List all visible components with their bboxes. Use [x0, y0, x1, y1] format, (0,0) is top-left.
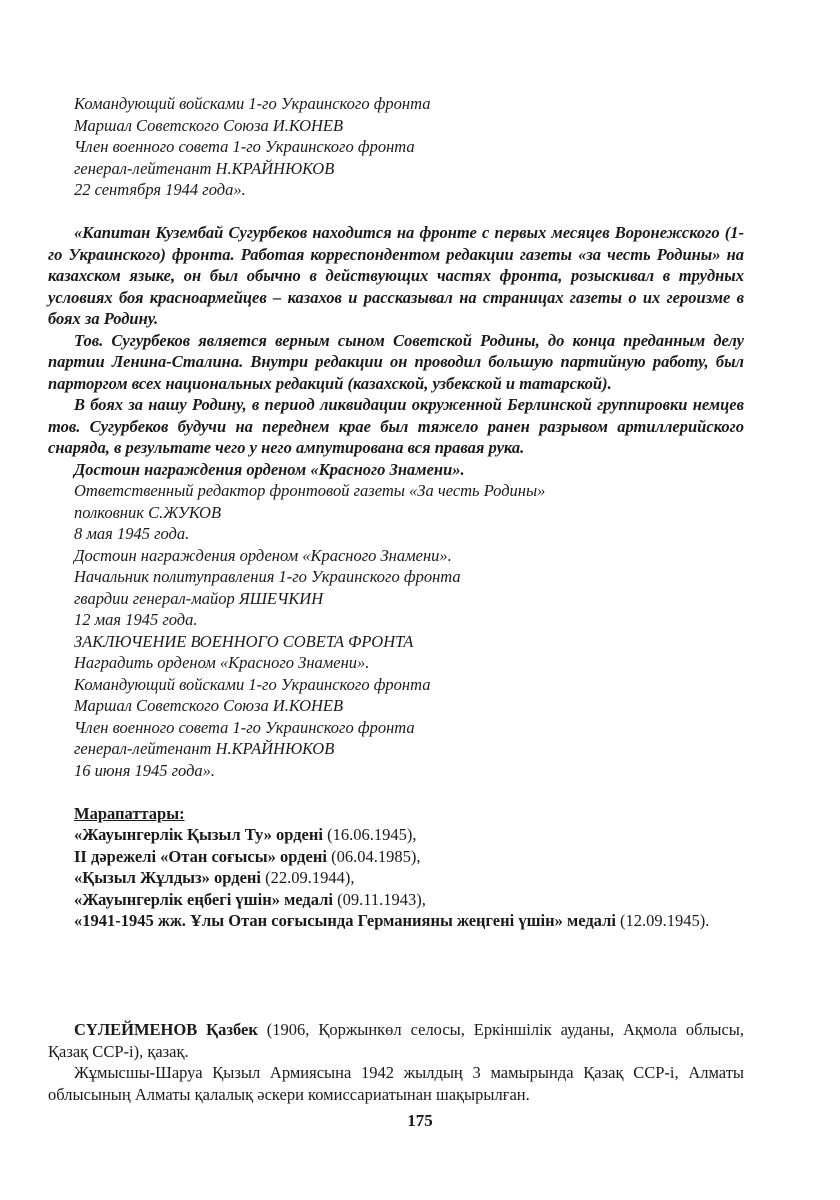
- biography-entry: [48, 1019, 744, 1105]
- award-name: «Жауынгерлік еңбегі үшін» медалі: [74, 889, 334, 909]
- entry-paragraph: Жұмысшы-Шаруа Қызыл Армиясына 1942 жылдың 3 мамырында Қазақ ССР-і, Алматы облысының Алматы қалалық әскери комиссариатынан шақырылған.: [48, 1063, 744, 1104]
- award-name: «1941-1945 жж. Ұлы Отан соғысында Германияны жеңгені үшін» медалі: [74, 911, 616, 930]
- award-date: (09.11.1943),: [333, 889, 426, 909]
- signature-line: гвардии генерал-майор ЯШЕЧКИН: [74, 588, 324, 608]
- signature-line: 12 мая 1945 года.: [74, 610, 198, 629]
- award-item: [48, 846, 744, 868]
- award-date: (22.09.1944),: [261, 868, 355, 887]
- signature-line: Наградить орденом «Красного Знамени».: [74, 653, 370, 672]
- entry-details: (1906, Қоржынкөл селосы, Еркіншілік ауданы, Ақмола облысы, Қазақ ССР-і), қазақ.: [48, 1020, 744, 1061]
- award-name: «Жауынгерлік Қызыл Ту» ордені: [74, 825, 323, 844]
- signature-line: генерал-лейтенант Н.КРАЙНЮКОВ: [74, 739, 335, 758]
- award-date: (06.04.1985),: [326, 846, 421, 866]
- entry-heading: [48, 1019, 744, 1062]
- signature-line: Член военного совета 1-го Украинского фронта: [74, 137, 415, 156]
- award-date: (12.09.1945).: [615, 911, 710, 930]
- award-name: «Қызыл Жұлдыз» ордені: [74, 868, 262, 887]
- entry-name: СҮЛЕЙМЕНОВ Қазбек: [74, 1020, 258, 1039]
- signature-line: 16 июня 1945 года».: [74, 760, 216, 780]
- award-name: II дәрежелі «Отан соғысы» ордені: [74, 846, 327, 866]
- signature-line: 8 мая 1945 года.: [74, 524, 190, 543]
- signature-line: Ответственный редактор фронтовой газеты «За честь Родины»: [74, 481, 546, 500]
- signature-line: Начальник политуправления 1-го Украинского фронта: [74, 567, 461, 586]
- award-item: [48, 889, 744, 911]
- signature-line: Достоин награждения орденом «Красного Знамени».: [74, 545, 452, 565]
- signature-line: Командующий войсками 1-го Украинского фронта: [74, 674, 431, 694]
- signature-line: 22 сентября 1944 года».: [74, 180, 246, 199]
- award-date: (16.06.1945),: [322, 825, 417, 844]
- signature-line: Член военного совета 1-го Украинского фронта: [74, 717, 415, 737]
- page-number: 175: [407, 1111, 433, 1130]
- signature-line: Командующий войсками 1-го Украинского фронта: [74, 94, 431, 113]
- signature-line: полковник С.ЖУКОВ: [74, 502, 222, 522]
- award-item: [48, 867, 744, 889]
- citation-paragraph: Достоин награждения орденом «Красного Знамени».: [74, 459, 465, 479]
- citation-paragraph: Тов. Сугурбеков является верным сыном Советской Родины, до конца преданным делу партии Ленина-Сталина. Внутри редакции он проводил большую партийную работу, был парторгом всех национальных редакций (казахской, узбекской и татарской).: [48, 330, 744, 393]
- signature-line: Маршал Советского Союза И.КОНЕВ: [74, 696, 344, 715]
- award-item: [48, 910, 744, 932]
- citation-paragraph: «Капитан Кузембай Сугурбеков находится на фронте с первых месяцев Воронежского (1-го Украинского) фронта. Работая корреспондентом редакции газеты «за честь Родины» на казахском языке, он был обычно в действующих частях фронта, розыскивал в трудных условиях боя красноармейцев – казахов и рассказывал на страницах газеты о их героизме в боях за Родину.: [48, 223, 744, 328]
- signature-line: ЗАКЛЮЧЕНИЕ ВОЕННОГО СОВЕТА ФРОНТА: [74, 631, 414, 651]
- awards-heading: Марапаттары:: [74, 803, 185, 823]
- citation-paragraph: В боях за нашу Родину, в период ликвидации окруженной Берлинской группировки немцев тов. Сугурбеков будучи на переднем крае был тяжело ранен разрывом артиллерийского снаряда, в результате чего у него ампутирована вся правая рука.: [48, 395, 744, 457]
- signature-line: Маршал Советского Союза И.КОНЕВ: [74, 115, 344, 135]
- award-item: [48, 824, 744, 846]
- signature-block-1944: [48, 93, 744, 201]
- signature-line: генерал-лейтенант Н.КРАЙНЮКОВ: [74, 158, 335, 178]
- citation-text: [48, 222, 744, 932]
